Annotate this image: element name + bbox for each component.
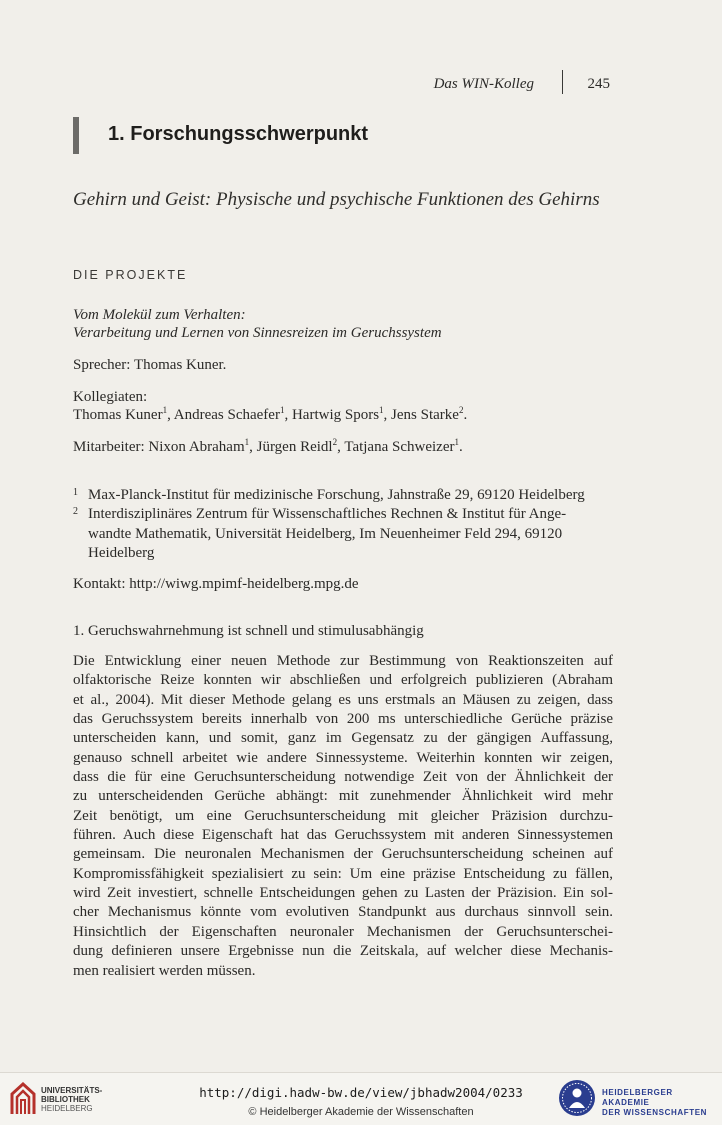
section-heading: 1. Forschungsschwerpunkt	[108, 123, 369, 145]
body-line: dass die für eine Geruchsunterscheidung notwendige Zeit von der Ähnlichkeit der	[73, 769, 613, 786]
name-separator: .	[458, 439, 463, 455]
section-subtitle: Gehirn und Geist: Physische und psychische Funktionen des Gehirns	[73, 189, 600, 210]
body-line: unterscheiden kann, und somit, ganz im Gegensatz zu der gängigen Auffassung,	[73, 730, 613, 747]
footnote-text: Heidelberg	[88, 545, 155, 561]
body-line: olfaktorische Reize konnten wir abschließen und erfolgreich publizieren (Abraham	[73, 672, 613, 689]
body-paragraph	[73, 652, 613, 981]
collegiate-name: Thomas Kuner	[73, 407, 163, 423]
running-head-separator	[562, 70, 563, 94]
collegiate-name: Jens Starke	[391, 407, 459, 423]
staff-line	[73, 439, 463, 456]
body-line: Zeit benötigt, um eine Geruchsunterscheidung mit gleicher Präzision durchzu-	[73, 807, 613, 824]
staff-label: Mitarbeiter:	[73, 439, 149, 455]
affiliation-mark: 1	[279, 405, 285, 415]
running-head	[380, 76, 612, 96]
collegiates-list	[73, 407, 467, 424]
library-name-line: UNIVERSITÄTS-	[41, 1086, 103, 1095]
body-line: men realisiert werden müssen.	[73, 962, 256, 979]
project-title-line-2: Verarbeitung und Lernen von Sinnesreizen im Geruchssystem	[73, 325, 442, 341]
projects-label: DIE PROJEKTE	[73, 268, 188, 282]
body-line: et al., 2004). Mit dieser Methode gelang es uns erstmals an Mäusen zu zeigen, dass	[73, 691, 613, 708]
running-head-title: Das WIN-Kolleg	[433, 76, 534, 92]
staff-name: Nixon Abraham	[148, 439, 245, 455]
speaker-line: Sprecher: Thomas Kuner.	[73, 357, 227, 373]
academy-name-line: DER WISSENSCHAFTEN	[602, 1108, 708, 1117]
staff-name: Jürgen Reidl	[256, 439, 333, 455]
subsection-heading: 1. Geruchswahrnehmung ist schnell und stimulusabhängig	[73, 623, 424, 639]
collegiate-name: Hartwig Spors	[291, 407, 380, 423]
body-line: dung definieren unsere Ergebnisse nun die Zeitskala, auf welcher diese Mechanis-	[73, 943, 613, 960]
project-title-line-1: Vom Molekül zum Verhalten:	[73, 307, 246, 323]
staff-name: Tatjana Schweizer	[344, 439, 455, 455]
footnote-text: Interdisziplinäres Zentrum für Wissenschaftliches Rechnen & Institut für Ange-	[88, 506, 567, 522]
body-line: Hinsichtlich der Eigenschaften neuronaler Mechanismen der Geruchsunterschei-	[73, 923, 613, 940]
viewer-footer	[0, 1072, 722, 1125]
section-marker-bar	[73, 117, 79, 154]
name-separator: ,	[249, 439, 257, 455]
affiliation-mark: 1	[244, 437, 250, 447]
affiliation-mark: 1	[162, 405, 168, 415]
copyright-notice: © Heidelberger Akademie der Wissenschaften	[248, 1106, 474, 1118]
affiliation-mark: 1	[379, 405, 384, 415]
collegiates-label: Kollegiaten:	[73, 389, 148, 405]
name-separator: ,	[383, 407, 392, 423]
contact-line: Kontakt: http://wiwg.mpimf-heidelberg.mpg.de	[73, 576, 359, 592]
academy-seal-icon	[558, 1079, 596, 1117]
body-line: zu unterscheidenden Gerüche abhängt: mit zunehmender Ähnlichkeit wird mehr	[73, 788, 613, 805]
footnote-number: 2	[73, 506, 78, 517]
name-separator: ,	[284, 407, 292, 423]
body-line: cher Mechanismus könnte vom evolutiven Standpunkt aus durchaus sinnvoll sein.	[73, 904, 613, 921]
academy-name-line: HEIDELBERGER AKADEMIE	[602, 1088, 673, 1107]
body-line: das Geruchssystem bereits innerhalb von 200 ms unterschiedliche Gerüche präzise	[73, 711, 613, 728]
footnote-text: wandte Mathematik, Universität Heidelberg, Im Neuenheimer Feld 294, 69120	[88, 526, 563, 542]
academy-name	[602, 1088, 722, 1118]
body-line: führen. Auch diese Eigenschaft hat das Geruchssystem mit anderen Sinnessystemen	[73, 827, 613, 844]
affiliation-mark: 2	[458, 405, 464, 415]
affiliation-mark: 2	[332, 437, 338, 447]
footnote-number: 1	[73, 487, 78, 498]
body-line: wird Zeit investiert, schnelle Entscheidungen gehen zu Lasten der Präzision. Ein sol-	[73, 885, 613, 902]
affiliation-mark: 1	[454, 437, 459, 447]
library-name-line: HEIDELBERG	[41, 1104, 93, 1113]
body-line: Die Entwicklung einer neuen Methode zur Bestimmung von Reaktionszeiten auf	[73, 653, 613, 669]
name-separator: ,	[337, 439, 345, 455]
name-separator: ,	[167, 407, 174, 423]
body-line: Kompromissfähigkeit spezialisiert zu sein: Um eine präzise Entscheidung zu fällen,	[73, 865, 613, 882]
name-separator: .	[463, 407, 468, 423]
collegiate-name: Andreas Schaefer	[173, 407, 280, 423]
footnote-text: Max-Planck-Institut für medizinische Forschung, Jahnstraße 29, 69120 Heidelberg	[88, 487, 585, 503]
page-number: 245	[587, 76, 610, 92]
library-name-line: BIBLIOTHEK	[41, 1095, 90, 1104]
body-line: genauso schnell arbeitet wie andere Sinnessysteme. Weiterhin konnten wir zeigen,	[73, 749, 613, 766]
document-permalink[interactable]: http://digi.hadw-bw.de/view/jbhadw2004/0233	[199, 1085, 523, 1100]
body-line: gemeinsam. Die neuronalen Mechanismen der Geruchsunterscheidung scheinen auf	[73, 846, 613, 863]
